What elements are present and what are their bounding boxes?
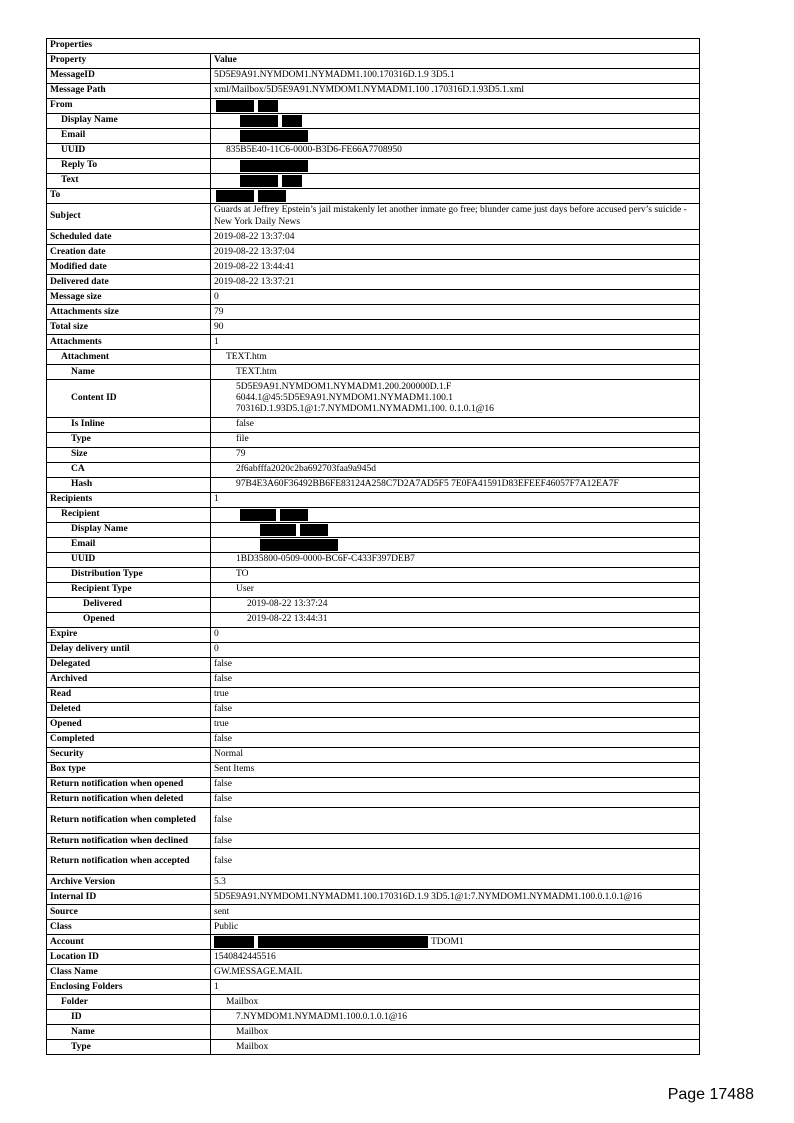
property-row (47, 84, 700, 99)
property-row (47, 189, 700, 204)
property-label: To (47, 189, 211, 204)
property-row (47, 380, 700, 418)
property-row (47, 995, 700, 1010)
property-value (211, 612, 700, 627)
property-value (211, 365, 700, 380)
property-row (47, 582, 700, 597)
property-value-text: 2019-08-22 13:37:04 (214, 246, 295, 257)
property-value (211, 552, 700, 567)
property-row (47, 1025, 700, 1040)
property-label: Folder (47, 995, 211, 1010)
property-value-text: 1BD35800-0509-0000-BC6F-C433F397DEB7 (236, 554, 415, 565)
property-value (211, 792, 700, 807)
property-row (47, 230, 700, 245)
property-value-text: false (214, 856, 232, 867)
property-value (211, 582, 700, 597)
redaction-box (282, 175, 302, 187)
property-value (211, 174, 700, 189)
property-row (47, 350, 700, 365)
property-label: ID (47, 1010, 211, 1025)
property-value (211, 320, 700, 335)
property-value-text: 2019-08-22 13:44:31 (247, 614, 328, 625)
property-value-text: 5D5E9A91.NYMDOM1.NYMADM1.200.200000D.1.F 6044.1@45:5D5E9A91.NYMDOM1.NYMADM1.100.1 70316D.1.93D5.1@1:7.NYMDOM1.NYMADM1.100. 0.1.0.1@16 (236, 381, 494, 415)
property-row (47, 537, 700, 552)
property-label: Distribution Type (47, 567, 211, 582)
property-value-text: 1540842445516 (214, 951, 276, 962)
redaction-box (282, 115, 302, 127)
property-label: Opened (47, 717, 211, 732)
property-value (211, 920, 700, 935)
property-value (211, 935, 700, 950)
property-row (47, 792, 700, 807)
property-value (211, 687, 700, 702)
property-row (47, 69, 700, 84)
property-row (47, 732, 700, 747)
property-row (47, 114, 700, 129)
property-row (47, 507, 700, 522)
property-value (211, 777, 700, 792)
property-value-text: 79 (236, 449, 246, 460)
property-value-text: file (236, 434, 249, 445)
property-value-text: Guards at Jeffrey Epstein’s jail mistakenly let another inmate go free; blunder came just days before accused perv’s suicide - New York Daily News (214, 205, 687, 227)
property-value-text: Public (214, 921, 239, 932)
property-value (211, 477, 700, 492)
table-title: Properties (47, 39, 700, 54)
properties-sheet (46, 38, 699, 1055)
property-value (211, 417, 700, 432)
redaction-box (280, 509, 308, 521)
redaction-box (258, 100, 278, 112)
property-row (47, 447, 700, 462)
page-number: Page 17488 (667, 1086, 754, 1103)
property-row (47, 1040, 700, 1055)
property-row (47, 144, 700, 159)
property-row (47, 245, 700, 260)
property-row (47, 807, 700, 833)
property-row (47, 290, 700, 305)
property-value (211, 260, 700, 275)
property-value (211, 189, 700, 204)
property-row (47, 890, 700, 905)
redaction-box (214, 936, 254, 948)
property-label: Delivered (47, 597, 211, 612)
property-row (47, 920, 700, 935)
property-value-text: TEXT.htm (236, 366, 277, 377)
property-value-text: false (214, 704, 232, 715)
property-value-text: 2f6abfffa2020c2ba692703faa9a945d (236, 464, 376, 475)
property-row (47, 552, 700, 567)
property-value-text: 90 (214, 321, 224, 332)
property-value (211, 144, 700, 159)
property-value-text: 2019-08-22 13:37:04 (214, 231, 295, 242)
property-value (211, 492, 700, 507)
property-value (211, 834, 700, 849)
property-row (47, 567, 700, 582)
property-value (211, 672, 700, 687)
property-value (211, 905, 700, 920)
property-value-text: 1 (214, 981, 219, 992)
property-label: Is Inline (47, 417, 211, 432)
property-value (211, 432, 700, 447)
property-label: Size (47, 447, 211, 462)
redaction-box (240, 115, 278, 127)
property-value (211, 732, 700, 747)
property-value-text: TO (236, 569, 249, 580)
property-row (47, 687, 700, 702)
property-label: Enclosing Folders (47, 980, 211, 995)
property-row (47, 320, 700, 335)
property-value (211, 1040, 700, 1055)
property-value-text: 97B4E3A60F36492BB6FE83124A258C7D2A7AD5F5 7E0FA41591D83EFEEF46057F7A12EA7F (236, 479, 619, 490)
property-row (47, 777, 700, 792)
property-label: Scheduled date (47, 230, 211, 245)
property-label: Message size (47, 290, 211, 305)
property-value-text: false (214, 734, 232, 745)
property-row (47, 462, 700, 477)
property-value (211, 245, 700, 260)
property-label: Delivered date (47, 275, 211, 290)
property-label: Email (47, 129, 211, 144)
property-value-text: xml/Mailbox/5D5E9A91.NYMDOM1.NYMADM1.100 .170316D.1.93D5.1.xml (214, 85, 525, 96)
property-value-text: true (214, 689, 229, 700)
property-label: Delay delivery until (47, 642, 211, 657)
property-value (211, 275, 700, 290)
table-title-row (47, 39, 700, 54)
property-label: Total size (47, 320, 211, 335)
property-row (47, 365, 700, 380)
property-value (211, 1010, 700, 1025)
property-row (47, 905, 700, 920)
property-value (211, 350, 700, 365)
property-label: Completed (47, 732, 211, 747)
property-value (211, 717, 700, 732)
property-row (47, 935, 700, 950)
property-label: Internal ID (47, 890, 211, 905)
property-value (211, 807, 700, 833)
property-label: Return notification when completed (47, 807, 211, 833)
property-label: Attachment (47, 350, 211, 365)
property-value (211, 965, 700, 980)
property-value-text: Sent Items (214, 764, 255, 775)
property-label: Subject (47, 204, 211, 230)
property-label: Return notification when declined (47, 834, 211, 849)
property-value (211, 84, 700, 99)
property-label: Box type (47, 762, 211, 777)
property-value (211, 950, 700, 965)
redaction-box (240, 130, 308, 142)
property-label: Return notification when accepted (47, 849, 211, 875)
redaction-box (258, 190, 286, 202)
property-row (47, 657, 700, 672)
property-label: Display Name (47, 522, 211, 537)
property-value (211, 99, 700, 114)
table-header-row (47, 54, 700, 69)
properties-table (46, 38, 700, 1055)
property-label: Archived (47, 672, 211, 687)
property-value-text: false (214, 779, 232, 790)
property-label: Hash (47, 477, 211, 492)
property-value-text: Mailbox (236, 1026, 269, 1037)
property-label: Content ID (47, 380, 211, 418)
property-row (47, 717, 700, 732)
property-row (47, 642, 700, 657)
property-value-text: 2019-08-22 13:37:24 (247, 599, 328, 610)
property-row (47, 305, 700, 320)
property-label: Type (47, 1040, 211, 1055)
property-label: Attachments (47, 335, 211, 350)
property-value (211, 462, 700, 477)
property-label: Class (47, 920, 211, 935)
property-row (47, 612, 700, 627)
property-label: Source (47, 905, 211, 920)
property-label: Attachments size (47, 305, 211, 320)
property-value-text: Mailbox (236, 1041, 269, 1052)
redaction-box (260, 524, 296, 536)
property-value-text: 2019-08-22 13:44:41 (214, 261, 295, 272)
property-value (211, 980, 700, 995)
property-label: Archive Version (47, 875, 211, 890)
property-value (211, 522, 700, 537)
property-value (211, 230, 700, 245)
property-value-text: 5D5E9A91.NYMDOM1.NYMADM1.100.170316D.1.9 3D5.1 (214, 70, 455, 81)
redaction-box (260, 539, 338, 551)
property-value (211, 159, 700, 174)
property-value (211, 747, 700, 762)
property-value-text: GW.MESSAGE.MAIL (214, 966, 303, 977)
property-value (211, 627, 700, 642)
property-value (211, 69, 700, 84)
property-row (47, 980, 700, 995)
property-value (211, 567, 700, 582)
property-row (47, 432, 700, 447)
redaction-box (300, 524, 328, 536)
property-label: CA (47, 462, 211, 477)
property-label: Name (47, 1025, 211, 1040)
property-label: Return notification when deleted (47, 792, 211, 807)
property-value (211, 114, 700, 129)
property-row (47, 99, 700, 114)
property-row (47, 260, 700, 275)
property-label: Account (47, 935, 211, 950)
property-value (211, 995, 700, 1010)
property-label: Creation date (47, 245, 211, 260)
property-label: Deleted (47, 702, 211, 717)
property-value (211, 1025, 700, 1040)
property-row (47, 965, 700, 980)
property-value-text: false (214, 835, 232, 846)
property-row (47, 159, 700, 174)
property-row (47, 477, 700, 492)
property-label: Location ID (47, 950, 211, 965)
property-value-text: sent (214, 906, 230, 917)
property-value (211, 890, 700, 905)
property-value-text: TDOM1 (431, 937, 464, 948)
property-value (211, 129, 700, 144)
property-value (211, 849, 700, 875)
redaction-box (240, 160, 308, 172)
property-value-text: false (236, 419, 254, 430)
property-label: From (47, 99, 211, 114)
property-value-text: 0 (214, 629, 219, 640)
property-value-text: Mailbox (226, 996, 259, 1007)
property-value-text: false (214, 814, 232, 825)
property-value (211, 507, 700, 522)
property-row (47, 129, 700, 144)
redaction-box (216, 190, 254, 202)
property-row (47, 747, 700, 762)
property-value (211, 657, 700, 672)
property-label: Recipient (47, 507, 211, 522)
property-row (47, 834, 700, 849)
property-row (47, 950, 700, 965)
property-value (211, 204, 700, 230)
property-value (211, 537, 700, 552)
property-label: Type (47, 432, 211, 447)
property-label: Name (47, 365, 211, 380)
property-row (47, 492, 700, 507)
property-value-text: 1 (214, 336, 219, 347)
property-value (211, 335, 700, 350)
property-value-text: 835B5E40-11C6-0000-B3D6-FE66A7708950 (226, 145, 402, 156)
property-value-text: Normal (214, 749, 244, 760)
property-label: Opened (47, 612, 211, 627)
property-row (47, 702, 700, 717)
property-label: Text (47, 174, 211, 189)
property-label: Reply To (47, 159, 211, 174)
property-label: Email (47, 537, 211, 552)
property-label: UUID (47, 144, 211, 159)
property-value (211, 380, 700, 418)
property-row (47, 875, 700, 890)
property-label: Return notification when opened (47, 777, 211, 792)
property-value (211, 305, 700, 320)
property-row (47, 335, 700, 350)
property-label: Display Name (47, 114, 211, 129)
property-row (47, 672, 700, 687)
redaction-box (240, 509, 276, 521)
property-row (47, 275, 700, 290)
property-label: Modified date (47, 260, 211, 275)
property-value (211, 597, 700, 612)
property-value-text: 0 (214, 291, 219, 302)
property-label: Recipients (47, 492, 211, 507)
property-row (47, 174, 700, 189)
property-value (211, 875, 700, 890)
property-value-text: 2019-08-22 13:37:21 (214, 276, 295, 287)
header-value: Value (211, 54, 700, 69)
property-row (47, 1010, 700, 1025)
property-value (211, 447, 700, 462)
property-label: Message Path (47, 84, 211, 99)
property-row (47, 849, 700, 875)
redaction-box (216, 100, 254, 112)
property-value (211, 290, 700, 305)
property-value (211, 702, 700, 717)
redaction-box (240, 175, 278, 187)
property-row (47, 204, 700, 230)
property-value-text: 7.NYMDOM1.NYMADM1.100.0.1.0.1@16 (236, 1011, 408, 1022)
property-value-text: 1 (214, 494, 219, 505)
property-label: Delegated (47, 657, 211, 672)
property-row (47, 627, 700, 642)
property-label: Expire (47, 627, 211, 642)
property-value-text: false (214, 794, 232, 805)
property-value-text: false (214, 659, 232, 670)
property-value-text: 79 (214, 306, 224, 317)
property-value-text: false (214, 674, 232, 685)
property-label: Class Name (47, 965, 211, 980)
property-row (47, 762, 700, 777)
property-label: Security (47, 747, 211, 762)
property-row (47, 597, 700, 612)
property-value-text: User (236, 584, 254, 595)
property-value (211, 762, 700, 777)
header-property: Property (47, 54, 211, 69)
property-value-text: 0 (214, 644, 219, 655)
property-label: Recipient Type (47, 582, 211, 597)
property-value (211, 642, 700, 657)
property-value-text: 5D5E9A91.NYMDOM1.NYMADM1.100.170316D.1.9 3D5.1@1:7.NYMDOM1.NYMADM1.100.0.1.0.1@16 (214, 891, 642, 902)
property-value-text: TEXT.htm (226, 351, 267, 362)
redaction-box (258, 936, 428, 948)
property-row (47, 522, 700, 537)
property-label: UUID (47, 552, 211, 567)
property-value-text: true (214, 719, 229, 730)
property-row (47, 417, 700, 432)
property-label: MessageID (47, 69, 211, 84)
property-value-text: 5.3 (214, 876, 226, 887)
property-label: Read (47, 687, 211, 702)
